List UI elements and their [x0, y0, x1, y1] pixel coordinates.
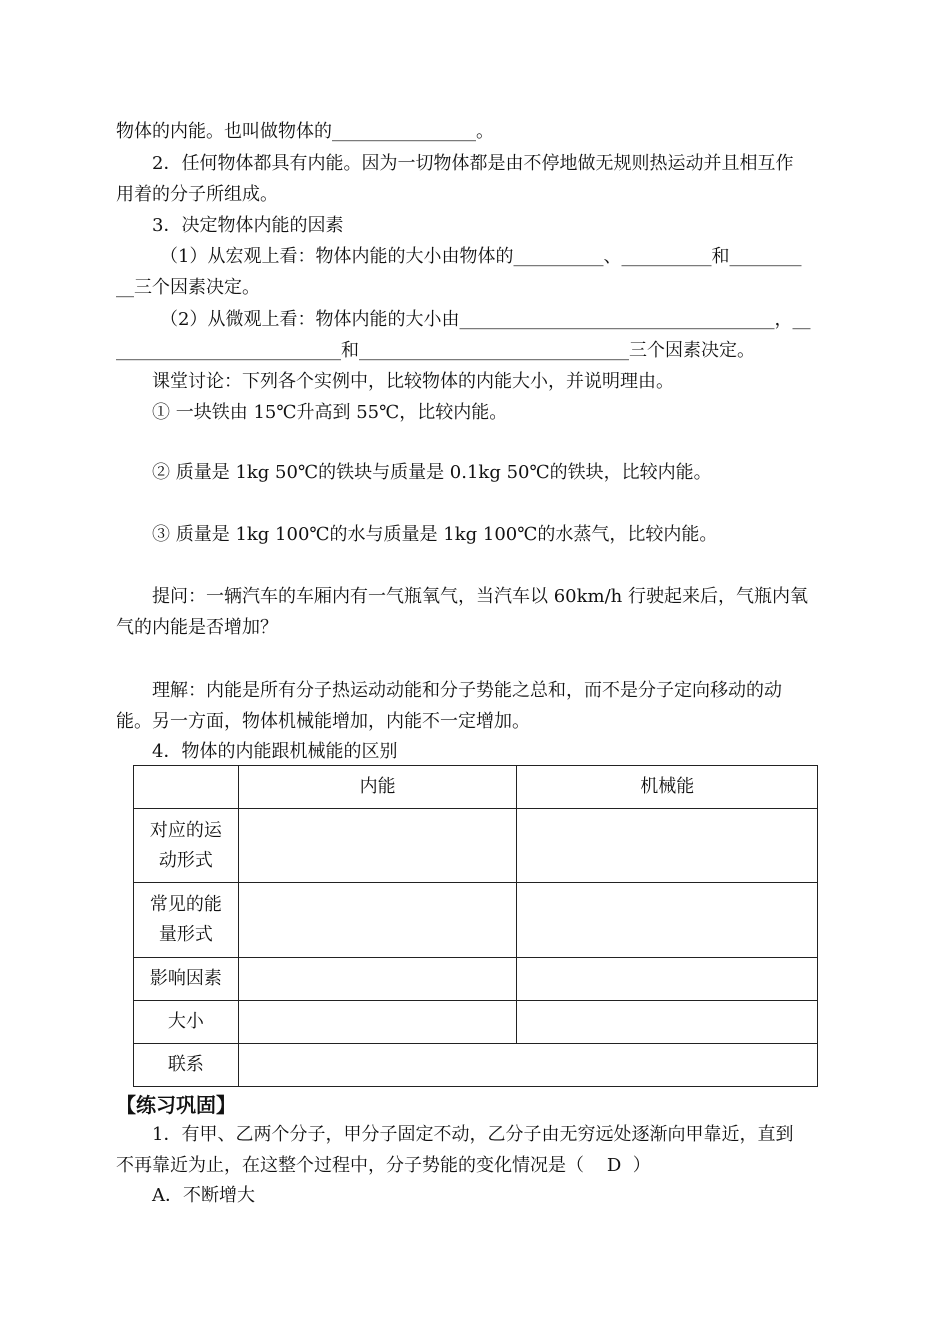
text-line: 课堂讨论：下列各个实例中，比较物体的内能大小，并说明理由。	[152, 371, 674, 392]
table-header-cell	[134, 766, 239, 809]
text-line: （1）从宏观上看：物体内能的大小由物体的__________、__________和________	[160, 246, 802, 267]
text-line: ③ 质量是 1kg 100℃的水与质量是 1kg 100℃的水蒸气，比较内能。	[152, 524, 718, 545]
table-row	[134, 809, 818, 883]
table-cell	[238, 958, 517, 1001]
text-line: __三个因素决定。	[116, 277, 260, 298]
text-line: 2．任何物体都具有内能。因为一切物体都是由不停地做无规则热运动并且相互作	[152, 153, 794, 174]
table-cell	[517, 1001, 818, 1044]
table-header-cell: 内能	[238, 766, 517, 809]
table-row-label-line: 量形式	[158, 924, 213, 945]
table-row-label-line: 对应的运	[149, 819, 222, 841]
text-line: ② 质量是 1kg 50℃的铁块与质量是 0.1kg 50℃的铁块，比较内能。	[152, 462, 712, 483]
table-row	[134, 958, 818, 1001]
table-row-label: 大小	[134, 1001, 239, 1044]
text-line: （2）从微观上看：物体内能的大小由___________________________________，__	[160, 309, 811, 330]
table-row	[134, 883, 818, 958]
table-header-cell: 机械能	[517, 766, 818, 809]
text-line: ① 一块铁由 15℃升高到 55℃，比较内能。	[152, 402, 508, 423]
text-line: 能。另一方面，物体机械能增加，内能不一定增加。	[116, 711, 530, 732]
table-cell	[238, 809, 517, 883]
text-line: _________________________和______________________________三个因素决定。	[116, 340, 755, 361]
question-text: 不再靠近为止，在这整个过程中，分子势能的变化情况是（ D ）	[116, 1155, 651, 1176]
answer-option: A．不断增大	[152, 1185, 255, 1206]
section-heading: 【练习巩固】	[116, 1093, 236, 1117]
question-text: 1．有甲、乙两个分子，甲分子固定不动，乙分子由无穷远处逐渐向甲靠近，直到	[152, 1124, 794, 1145]
table-row-label	[134, 809, 239, 883]
table-header-row	[134, 766, 818, 809]
table-row	[134, 1001, 818, 1044]
table-cell	[238, 1001, 517, 1044]
table-row-label-line: 常见的能	[149, 894, 222, 915]
table-cell	[517, 809, 818, 883]
text-line: 4．物体的内能跟机械能的区别	[152, 741, 398, 762]
text-line: 提问：一辆汽车的车厢内有一气瓶氧气，当汽车以 60km/h 行驶起来后，气瓶内氧	[152, 586, 808, 607]
table-row-label-line: 动形式	[158, 849, 213, 871]
text-line: 物体的内能。也叫做物体的________________。	[116, 121, 494, 142]
table-row-label	[134, 883, 239, 958]
comparison-table	[133, 765, 818, 1087]
table-cell	[517, 883, 818, 958]
table-row-label: 影响因素	[134, 958, 239, 1001]
text-line: 理解：内能是所有分子热运动动能和分子势能之总和，而不是分子定向移动的动	[152, 680, 782, 701]
text-line: 3．决定物体内能的因素	[152, 215, 344, 236]
table-cell	[238, 1044, 817, 1087]
text-line: 气的内能是否增加？	[116, 617, 278, 638]
table-row	[134, 1044, 818, 1087]
text-line: 用着的分子所组成。	[116, 184, 278, 205]
table-cell	[238, 883, 517, 958]
table-cell	[517, 958, 818, 1001]
table-row-label: 联系	[134, 1044, 239, 1087]
